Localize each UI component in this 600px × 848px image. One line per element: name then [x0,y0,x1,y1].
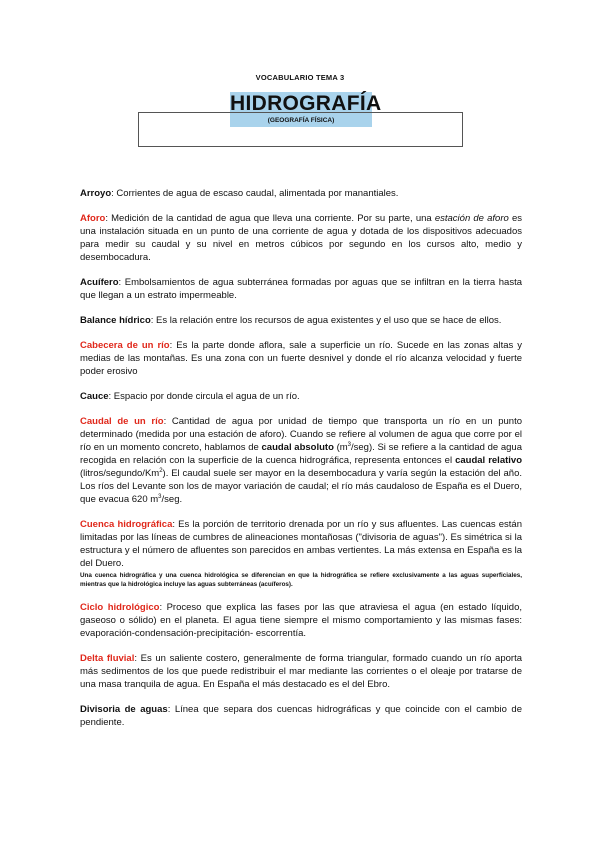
entry-arroyo [80,187,522,200]
definition-caudal-part2: (m [333,442,348,453]
entry-cuenca [80,518,522,589]
definition-caudal-part5: ). El caudal suele ser mayor en la desembocadura y varía según la estación del año. Los ríos del Levante son los de mayor variación de caudal; el río más caudaloso de España es el Duero, que evacua 620 m [80,468,522,505]
definition-divisoria: : Línea que separa dos cuencas hidrográficas y que coincide con el cambio de pendiente. [80,704,522,728]
definition-aforo-italic: estación de aforo [434,213,509,224]
term-cabecera: Cabecera de un río [80,340,170,351]
term-ciclo: Ciclo hidrológico [80,602,160,613]
page-title: HIDROGRAFÍA [230,92,382,115]
definition-cabecera: : Es la parte donde aflora, sale a superficie un río. Sucede en las zonas altas y medias de las montañas. Es una zona con un fuerte desnivel y donde el río alcanza velocidad y fuerte poder erosivo [80,340,522,377]
superscript-2: 2 [159,467,163,474]
definition-balance-hidrico: : Es la relación entre los recursos de agua existentes y el uso que se hace de ellos. [150,315,502,326]
entry-balance-hidrico [80,314,522,327]
caudal-relativo-label: caudal relativo [455,455,522,466]
definition-aforo-part1: : Medición de la cantidad de agua que lleva una corriente. Por su parte, una [105,213,435,224]
definition-cauce: : Espacio por donde circula el agua de un río. [108,391,300,402]
term-cuenca: Cuenca hidrográfica [80,519,173,530]
entry-cabecera [80,339,522,378]
entry-aforo [80,212,522,264]
definition-caudal-part3: /seg). Si se refiere a la cantidad de agua recogida en relación con la superficie de la cuenca hidrográfica, representa entonces el [80,442,522,466]
superscript-3: 3 [347,441,351,448]
caudal-absoluto-label: caudal absoluto [261,442,334,453]
page-subtitle: (GEOGRAFÍA FÍSICA) [267,117,335,124]
term-caudal: Caudal de un río [80,416,164,427]
definition-delta: : Es un saliente costero, generalmente de forma triangular, formado cuando un río aporta más sedimentos de los que puede redistribuir el mar mediante las corrientes o el oleaje por tratarse de una masa tranquila de agua. En España el más destacado es el del Ebro. [80,653,522,690]
entry-delta [80,652,522,691]
term-acuifero: Acuífero [80,277,119,288]
term-arroyo: Arroyo [80,188,112,199]
superscript-3b: 3 [158,493,162,500]
definition-arroyo: : Corrientes de agua de escaso caudal, alimentada por manantiales. [111,188,399,199]
definition-cuenca: : Es la porción de territorio drenada por un río y sus afluentes. Las cuencas están limitadas por las líneas de cumbres de alineaciones montañosas ("divisoria de aguas"). Es simétrica si la estructura y el número de afluentes son parecidos en ambas vertientes. La más extensa en España es la del Duero. [80,519,523,569]
definition-ciclo: : Proceso que explica las fases por las que atraviesa el agua (en estado líquido, gaseoso o sólido) en el planeta. El agua tiene siempre el mismo comportamiento y las mismas fases: evaporación-condensación-precipitación- escorrentía. [80,602,522,639]
entry-ciclo [80,601,522,640]
term-aforo: Aforo [80,213,106,224]
header-box [138,112,463,147]
term-cauce: Cauce [80,391,109,402]
definition-caudal-part1: : Cantidad de agua por unidad de tiempo que transporta un río en un punto determinado (medida por una estación de aforo). Cuando se refiere al volumen de agua que corre por el río en un momento concreto, hablamos de [80,416,522,453]
definition-aforo-part2: es una instalación situada en un punto de una corriente de agua y dotada de los dispositivos adecuados para medir su caudal y su nivel en metros cúbicos por segundo en los cursos alto, medio y desembocadura. [80,213,522,263]
document-kicker: VOCABULARIO TEMA 3 [255,73,345,82]
definition-caudal-part6: /seg. [161,494,183,505]
definition-caudal-part4: (litros/segundo/Km [80,468,160,479]
vocabulary-list [80,187,522,741]
entry-divisoria [80,703,522,729]
entry-cauce [80,390,522,403]
term-divisoria: Divisoria de aguas [80,704,168,715]
entry-acuifero [80,276,522,302]
term-balance-hidrico: Balance hídrico [80,315,151,326]
term-delta: Delta fluvial [80,653,135,664]
definition-acuifero: : Embolsamientos de agua subterránea formadas por aguas que se infiltran en la tierra hasta que llegan a un estrato impermeable. [80,277,522,301]
entry-caudal [80,415,522,506]
cuenca-note: Una cuenca hidrográfica y una cuenca hidrológica se diferencian en que la hidrográfica se refiere exclusivamente a las aguas superficiales, mientras que la hidrológica incluye las aguas subterráneas (acuíferos). [80,572,522,588]
